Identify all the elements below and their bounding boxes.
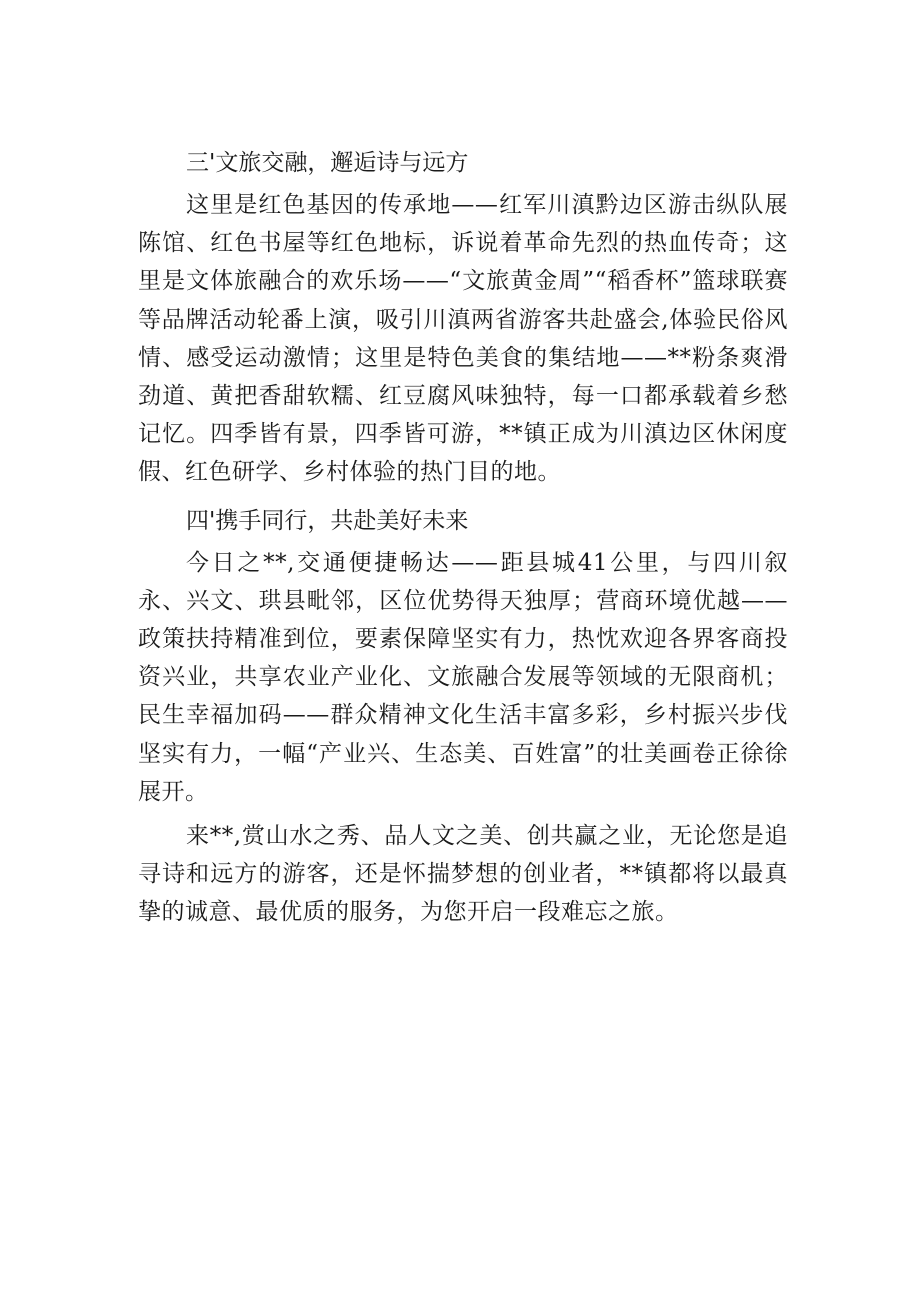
paragraph-culture-tourism: 这里是红色基因的传承地——红军川滇黔边区游击纵队展陈馆、红色书屋等红色地标，诉说着革命先烈的热血传奇；这里是文体旅融合的欢乐场——“文旅黄金周”“稻香杯”篮球联赛等品牌活动轮番上演，吸引川滇两省游客共赴盛会,体验民俗风情、感受运动激情；这里是特色美食的集结地——**粉条爽滑劲道、黄把香甜软糯、红豆腐风味独特，每一口都承载着乡愁记忆。四季皆有景，四季皆可游，**镇正成为川滇边区休闲度假、红色研学、乡村体验的热门目的地。 bbox=[138, 192, 788, 486]
paragraph-development: 今日之**,交通便捷畅达——距县城41公里，与四川叙永、兴文、珙县毗邻，区位优势得天独厚；营商环境优越——政策扶持精准到位，要素保障坚实有力，热忱欢迎各界客商投资兴业，共享农业产业化、文旅融合发展等领域的无限商机；民生幸福加码——群众精神文化生活丰富多彩，乡村振兴步伐坚实有力，一幅“产业兴、生态美、百姓富”的壮美画卷正徐徐展开。 bbox=[138, 549, 788, 805]
section-heading-three: 三'文旅交融，邂逅诗与远方 bbox=[186, 150, 469, 176]
document-page bbox=[138, 140, 788, 932]
section-heading-four: 四'携手同行，共赴美好未来 bbox=[186, 507, 469, 534]
paragraph-invitation: 来**,赏山水之秀、品人文之美、创共赢之业，无论您是追寻诗和远方的游客，还是怀揣梦想的创业者，**镇都将以最真挚的诚意、最优质的服务，为您开启一段难忘之旅。 bbox=[138, 823, 788, 926]
